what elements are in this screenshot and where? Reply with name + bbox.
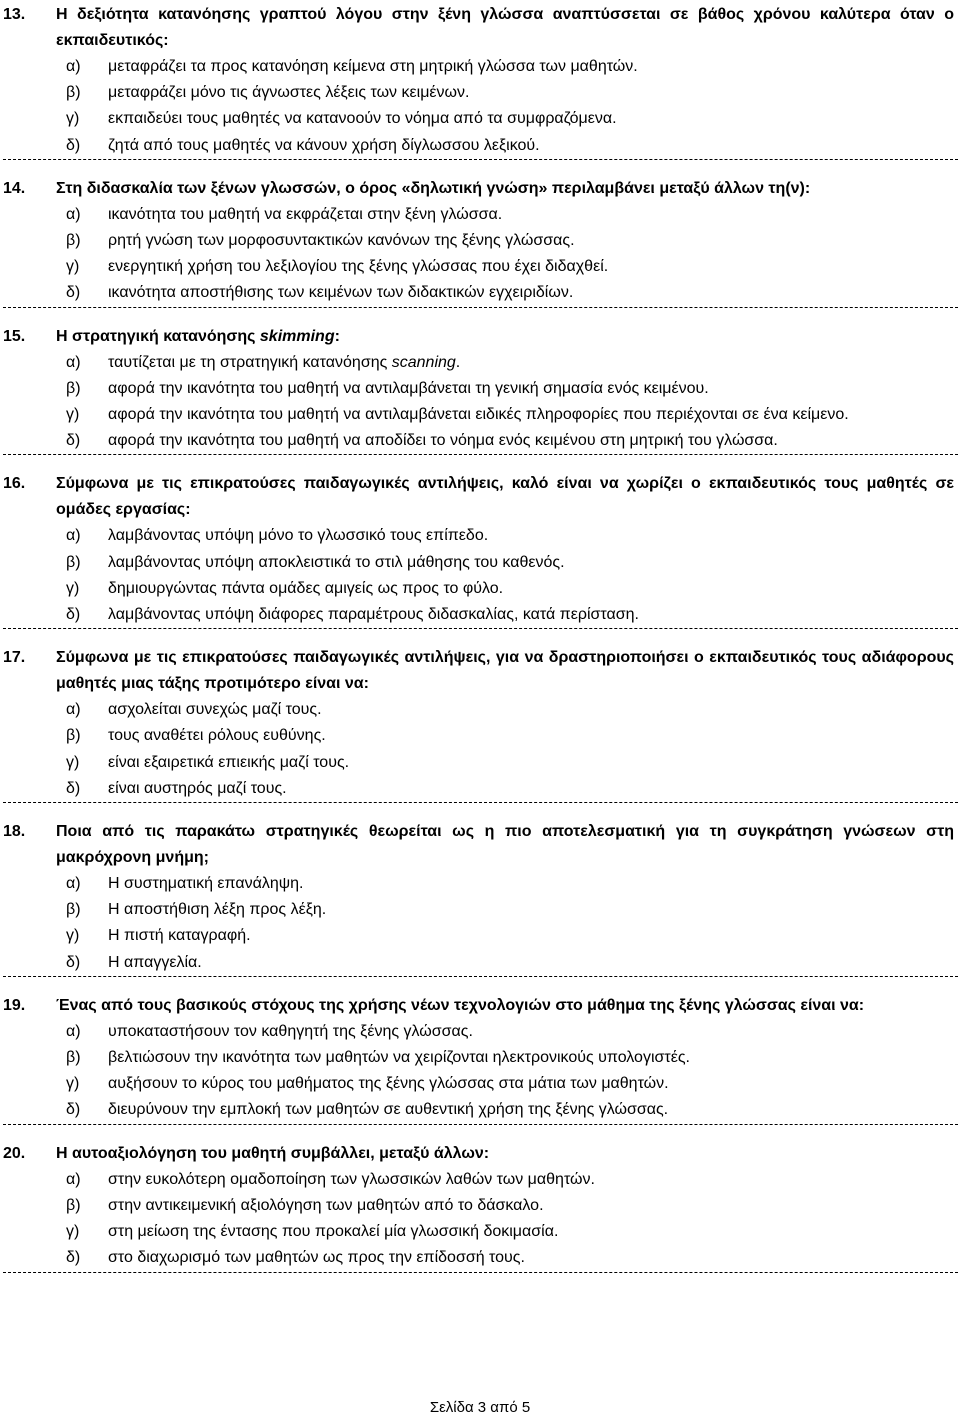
option-text: δημιουργώντας πάντα ομάδες αμιγείς ως προς το φύλο. [108,579,504,597]
option-letter: δ) [66,432,81,450]
option-text: λαμβάνοντας υπόψη αποκλειστικά το στιλ μάθησης του καθενός. [108,553,565,571]
option-text: ικανότητα του μαθητή να εκφράζεται στην ξένη γλώσσα. [108,205,503,223]
option-letter: γ) [66,258,80,276]
option-d [0,1245,960,1271]
option-text: διευρύνουν την εμπλοκή των μαθητών σε αυθεντική χρήση της ξένης γλώσσας. [108,1101,669,1119]
option-d [0,428,960,454]
option-text-prefix: ταυτίζεται με τη στρατηγική κατανόησης [108,353,392,371]
question-16 [0,471,960,628]
option-b [0,1045,960,1071]
option-b [0,80,960,106]
option-letter: δ) [66,779,81,797]
option-text: ζητά από τους μαθητές να κάνουν χρήση δίγλωσσου λεξικού. [108,136,540,154]
option-letter: δ) [66,284,81,302]
option-letter: α) [66,701,81,719]
option-text: βελτιώσουν την ικανότητα των μαθητών να χειρίζονται ηλεκτρονικούς υπολογιστές. [108,1049,690,1067]
option-letter: β) [66,901,81,919]
option-text: μεταφράζει τα προς κατανόηση κείμενα στη μητρική γλώσσα των μαθητών. [108,58,638,75]
option-letter: α) [66,1170,81,1188]
option-text: είναι αυστηρός μαζί τους. [108,779,287,797]
option-a [0,1019,960,1045]
question-number: 13. [3,6,26,23]
question-stem: Στη διδασκαλία των ξένων γλωσσών, ο όρος «δηλωτική γνώση» περιλαμβάνει μεταξύ άλλων τη(ν): [56,179,811,197]
option-c [0,576,960,602]
question-stem: Η δεξιότητα κατανόησης γραπτού λόγου στην ξένη γλώσσα αναπτύσσεται σε βάθος χρόνου καλύτερα όταν ο εκπαιδευτικός: [56,6,954,49]
exam-page [0,2,960,1273]
question-number: 18. [3,823,26,841]
option-a [0,697,960,723]
option-b [0,723,960,749]
option-a [0,523,960,549]
option-b [0,228,960,254]
option-letter: γ) [66,927,80,945]
option-text: Η πιστή καταγραφή. [108,927,251,945]
option-d [0,280,960,306]
option-a [0,54,960,80]
option-letter: δ) [66,1101,81,1119]
option-letter: δ) [66,136,81,154]
option-text: ρητή γνώση των μορφοσυντακτικών κανόνων της ξένης γλώσσας. [108,232,575,250]
option-letter: γ) [66,110,80,128]
question-14 [0,176,960,307]
option-b [0,897,960,923]
option-text: λαμβάνοντας υπόψη διάφορες παραμέτρους διδασκαλίας, κατά περίσταση. [108,606,639,624]
option-letter: γ) [66,1223,80,1241]
option-text: ασχολείται συνεχώς μαζί τους. [108,701,322,719]
option-d [0,776,960,802]
page-number-footer: Σελίδα 3 από 5 [429,1399,531,1416]
option-text: Η συστηματική επανάληψη. [108,875,304,893]
question-number: 19. [3,996,26,1014]
option-letter: δ) [66,1249,81,1267]
option-a [0,871,960,897]
option-letter: δ) [66,606,81,624]
option-a [0,202,960,228]
option-letter: γ) [66,406,80,424]
option-italic-term: scanning [391,353,456,371]
option-c [0,402,960,428]
option-text: εκπαιδεύει τους μαθητές να κατανοούν το νόημα από τα συμφραζόμενα. [108,110,617,128]
option-letter: α) [66,58,81,75]
option-text-suffix: . [455,353,461,371]
option-b [0,376,960,402]
option-d [0,1097,960,1123]
option-text: στην ευκολότερη ομαδοποίηση των γλωσσικών λαθών των μαθητών. [108,1170,595,1188]
option-text: στην αντικειμενική αξιολόγηση των μαθητών από το δάσκαλο. [108,1196,544,1214]
question-19 [0,993,960,1124]
option-b [0,550,960,576]
option-a [0,1167,960,1193]
option-text: αφορά την ικανότητα του μαθητή να αντιλαμβάνεται ειδικές πληροφορίες που περιέχονται σε ένα κείμενο. [108,406,849,424]
option-letter: γ) [66,753,80,771]
option-c [0,923,960,949]
option-c [0,1219,960,1245]
option-text: στο διαχωρισμό των μαθητών ως προς την επίδοσσή τους. [108,1249,525,1267]
question-18 [0,819,960,976]
dashed-divider [3,1272,958,1273]
question-17 [0,645,960,802]
option-text: αφορά την ικανότητα του μαθητή να αντιλαμβάνεται τη γενική σημασία ενός κειμένου. [108,379,709,397]
option-text: στη μείωση της έντασης που προκαλεί μία γλωσσική δοκιμασία. [108,1223,559,1241]
option-d [0,950,960,976]
option-letter: α) [66,205,81,223]
option-letter: β) [66,1049,81,1067]
option-text: αφορά την ικανότητα του μαθητή να αποδίδει το νόημα ενός κειμένου στη μητρική του γλώσσα. [108,432,778,450]
option-letter: α) [66,875,81,893]
option-letter: γ) [66,1075,80,1093]
option-text: Η αποστήθιση λέξη προς λέξη. [108,901,327,919]
question-13 [0,2,960,159]
option-c [0,750,960,776]
question-number: 17. [3,649,26,667]
option-text: είναι εξαιρετικά επιεικής μαζί τους. [108,753,350,771]
option-letter: γ) [66,579,80,597]
question-20 [0,1141,960,1272]
option-text [108,350,958,376]
option-letter: δ) [66,953,81,971]
question-15 [0,324,960,455]
option-letter: α) [66,1022,81,1040]
option-text: αυξήσουν το κύρος του μαθήματος της ξένης γλώσσας στα μάτια των μαθητών. [108,1075,669,1093]
stem-prefix: Η στρατηγική κατανόησης [56,327,260,345]
option-text: ενεργητική χρήση του λεξιλογίου της ξένης γλώσσας που έχει διδαχθεί. [108,258,609,276]
question-stem: Ένας από τους βασικούς στόχους της χρήσης νέων τεχνολογιών στο μάθημα της ξένης γλώσσας είναι να: [56,996,865,1014]
option-c [0,1071,960,1097]
option-letter: β) [66,232,81,250]
stem-suffix: : [334,327,340,345]
option-letter: β) [66,727,81,745]
option-text: τους αναθέτει ρόλους ευθύνης. [108,727,326,745]
option-text: ικανότητα αποστήθισης των κειμένων των διδακτικών εγχειριδίων. [108,284,574,302]
option-text: λαμβάνοντας υπόψη μόνο το γλωσσικό τους επίπεδο. [108,527,489,545]
question-number: 15. [3,327,26,345]
option-d [0,133,960,159]
question-stem: Σύμφωνα με τις επικρατούσες παιδαγωγικές αντιλήψεις, καλό είναι να χωρίζει ο εκπαιδευτικός τους μαθητές σε ομάδες εργασίας: [56,475,954,519]
option-a [0,350,960,376]
question-stem: Ποια από τις παρακάτω στρατηγικές θεωρείται ως η πιο αποτελεσματική για τη συγκράτηση γνώσεων στη μακρόχρονη μνήμη; [56,823,954,867]
stem-italic-term: skimming [259,327,335,345]
option-c [0,254,960,280]
option-letter: α) [66,353,81,371]
question-stem: Σύμφωνα με τις επικρατούσες παιδαγωγικές αντιλήψεις, για να δραστηριοποιήσει ο εκπαιδευτικός τους αδιάφορους μαθητές μιας τάξης προτιμότερο είναι να: [56,649,954,693]
option-text: Η απαγγελία. [108,953,202,971]
option-text: μεταφράζει μόνο τις άγνωστες λέξεις των κειμένων. [108,84,470,102]
option-c [0,106,960,132]
option-text: υποκαταστήσουν τον καθηγητή της ξένης γλώσσας. [108,1022,473,1040]
option-letter: β) [66,84,81,102]
question-number: 20. [3,1144,26,1162]
option-d [0,602,960,628]
question-number: 16. [3,475,26,493]
question-stem: Η αυτοαξιολόγηση του μαθητή συμβάλλει, μεταξύ άλλων: [56,1144,490,1162]
option-b [0,1193,960,1219]
question-stem [56,324,954,350]
question-number: 14. [3,179,26,197]
option-letter: β) [66,553,81,571]
option-letter: α) [66,527,81,545]
option-letter: β) [66,1196,81,1214]
option-letter: β) [66,379,81,397]
